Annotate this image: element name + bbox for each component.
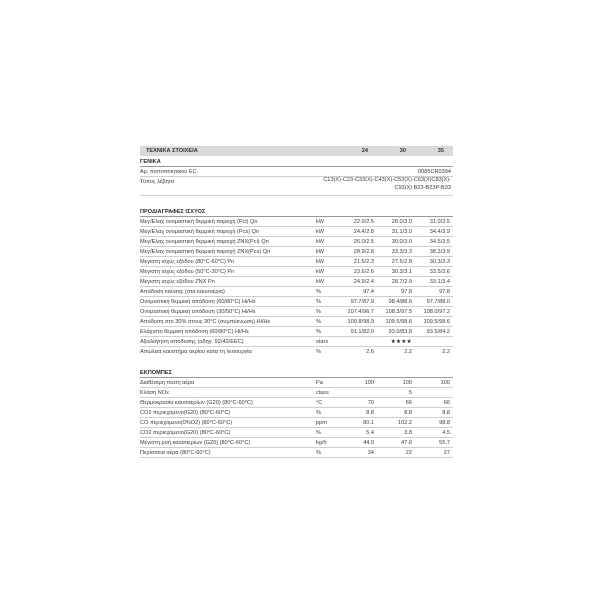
- model-35: 35: [437, 148, 444, 154]
- model-30: 30: [399, 148, 406, 154]
- row-certificate: Αρ. πιστοποιητικού ΕC. 0085CR0394: [140, 169, 451, 175]
- table-row: Μεγ/Ελαχ ονομαστική θερμική παροχή ZNX(Pcs) Qn kW 28.9/2.8 33.3/3.3 38.3/3.9: [140, 247, 453, 257]
- row-burner-loss: Απώλεια καυστήρα αερίου κατα τη λειτουργία % 2.6 2.2 2.2: [140, 349, 450, 355]
- table-row: CO2 περιεχόμενο(G20) (80°C-60°C) % 5.4 3.8 4.5: [140, 428, 453, 438]
- efficiency-stars: ★★★★: [390, 339, 412, 345]
- table-row: Περίσσεια αέρα (80°C-60°C) % 34 22 27: [140, 448, 453, 458]
- table-title: ΤΕΧΝΙΚΑ ΣΤΟΙΧΕΙΑ: [146, 148, 198, 154]
- table-row: Ελάχιστη θερμική απόδοση (60/80°C) Hi/Hs % 91.1/82.0 93.0/83.8 93.5/84.2: [140, 327, 453, 337]
- table-row: CO περιεχόμενο(0%O2) (80°C-60°C) ppm 80.1 102.2 98.8: [140, 418, 453, 428]
- table-row: Διαθέσιμη πίεση αέρα Pa 100 100 100: [140, 378, 453, 388]
- table-row: Απόδοση στο 30% στους 30°C (συμπύκνωση) Hi/Hs % 109.8/98.9 109.5/98.6 109.5/98.6: [140, 317, 453, 327]
- section-general: ΓΕΝΙΚΑ: [140, 156, 453, 167]
- table-row: Ονομαστική θερμική απόδοση (30/50°C) Hi/Hs % 107.4/96.7 108.3/97.5 108.0/97.2: [140, 307, 453, 317]
- table-row: Κλάση NOx class 5: [140, 388, 453, 398]
- table-row: Μεγιστη ισχύς εξόδου (80°C-60°C) Pn kW 21.5/2.3 27.5/2.8 30.3/3.3: [140, 257, 453, 267]
- row-stars: Αξιολόγηση απόδοσης (οδηγ. 92/42/EEC) stars ★★★★: [140, 337, 453, 347]
- technical-data-table: [140, 146, 453, 458]
- table-row: Μεγ/Ελαχ ονομαστική θερμική παροχή (Pci) Qn kW 22.0/2.5 28.0/3.0 31.0/3.5: [140, 217, 453, 227]
- table-row: Μεγ/Ελαχ ονομαστική θερμική παροχή (Pcs) Qn kW 24.4/2.8 31.1/3.0 34.4/3.9: [140, 227, 453, 237]
- table-row: Μέγιστη ροή καυσαερίων (G20) (80°C-60°C) kg/h 44.9 47.6 55.7: [140, 438, 453, 448]
- table-row: Θερμοκρασία καυσαερίων (G20) (80°C-60°C) °C 70 66 66: [140, 398, 453, 408]
- table-row: Απόδοση καύσης (στα καυσαέρια) % 97.4 97.8 97.8: [140, 287, 453, 297]
- table-row: CO2 περιεχόμενο(G20) (80°C-60°C) % 8.8 8.8 8.8: [140, 408, 453, 418]
- section-emissions: ΕΚΠΟΜΠΕΣ: [140, 367, 453, 378]
- table-row: Ονομαστική θερμική απόδοση (60/80°C) Hi/Hs % 97.7/87.9 98.4/88.6 97.7/88.0: [140, 297, 453, 307]
- section-power: ΠΡΟΔΙΑΓΡΑΦΕΣ ΙΣΧΥΟΣ: [140, 206, 453, 217]
- table-header: [140, 146, 453, 156]
- table-row: Μεγ/Ελαχ ονομαστική θερμική παροχή ZNX(Pci) Qn kW 26.0/2.5 30.0/3.0 34.5/3.5: [140, 237, 453, 247]
- model-24: 24: [361, 148, 368, 154]
- table-row: Μεγιστη ισχύς εξόδου ZNX Pn kW 24.9/2.4 28.7/2.9 33.1/3.4: [140, 277, 453, 287]
- table-row: Μεγιστη ισχύς εξόδου (50°C-30°C) Pn kW 23.6/2.6 30.3/3.1 33.5/3.6: [140, 267, 453, 277]
- row-boiler-type: Τύπος λέβητα C13(X)-C23-C33(X)-C43(X)-C53(X)-C63(X)C83(X)-C93(X) B23-B23P-B33: [140, 177, 453, 196]
